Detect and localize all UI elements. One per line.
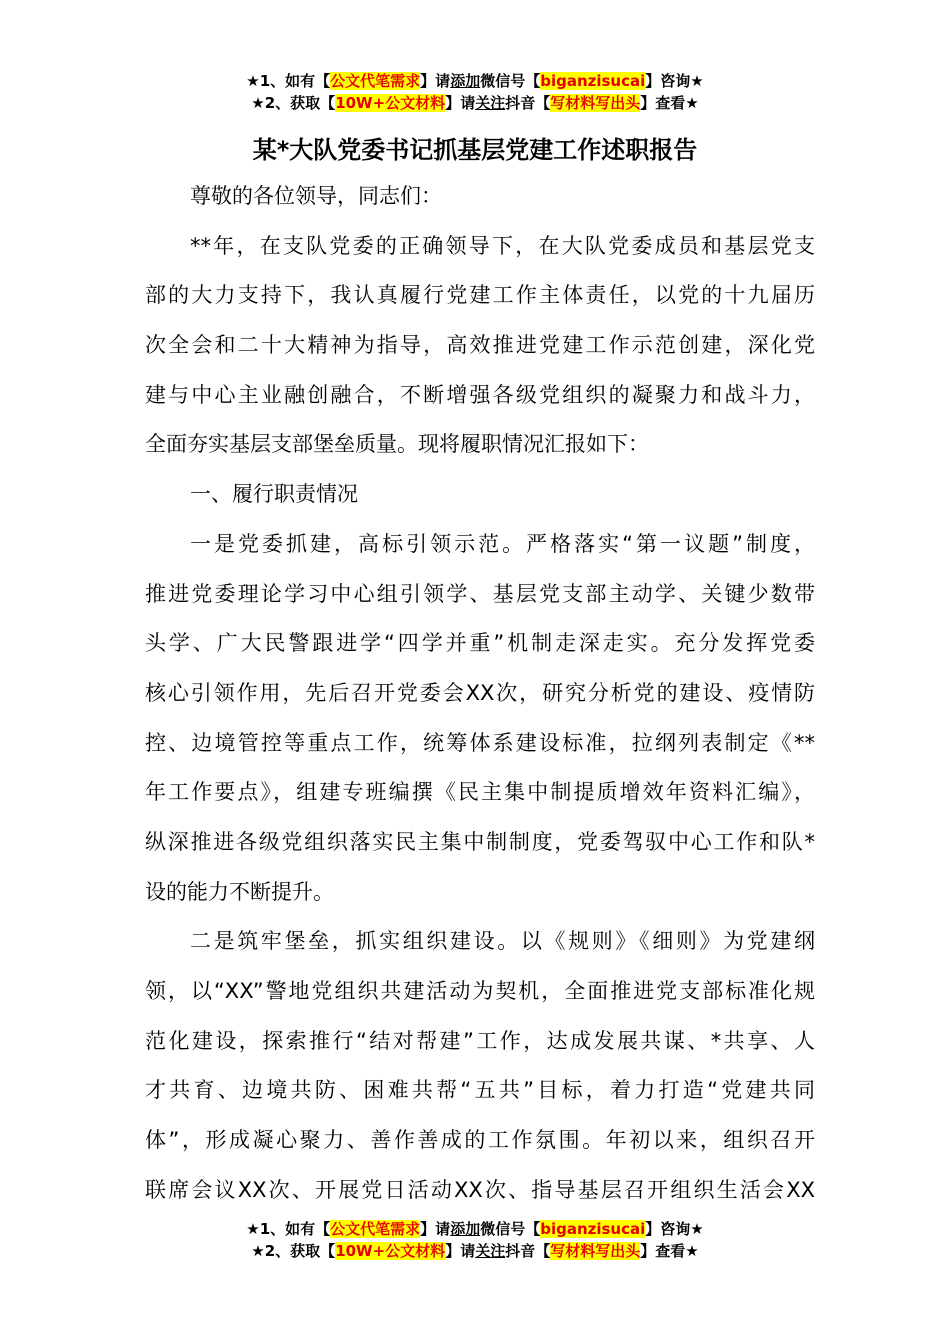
promo-highlight: biganzisucai <box>540 1220 646 1238</box>
text-line: 部的大力支持下，我认真履行党建工作主体责任，以党的十九届历 <box>145 283 815 308</box>
promo-line-2 <box>0 92 950 114</box>
promo-highlight: 写材料写出头 <box>550 94 641 112</box>
text-line: 二是筑牢堡垒，抓实组织建设。以《规则》《细则》为党建纲 <box>190 929 815 954</box>
promo-text: 】请 <box>420 72 451 90</box>
promo-text: 】查看★ <box>640 94 699 112</box>
text-line: 推进党委理论学习中心组引领学、基层党支部主动学、关键少数带 <box>145 581 815 606</box>
text-line: 范化建设，探索推行“结对帮建”工作，达成发展共谋、*共享、人 <box>145 1028 815 1053</box>
section-heading: 一、履行职责情况 <box>190 482 358 507</box>
promo-text: ★2、获取【 <box>251 94 336 112</box>
promo-line-1 <box>0 1218 950 1240</box>
promo-underline: 添加 <box>450 72 481 90</box>
promo-underline: 关注 <box>475 1242 506 1260</box>
promo-line-2 <box>0 1240 950 1262</box>
document-title: 某*大队党委书记抓基层党建工作述职报告 <box>252 136 698 164</box>
text-line: 联席会议XX次、开展党日活动XX次、指导基层召开组织生活会XX <box>145 1177 815 1202</box>
promo-text: 】咨询★ <box>645 72 704 90</box>
text-line: 领，以“XX”警地党组织共建活动为契机，全面推进党支部标准化规 <box>145 979 815 1003</box>
text-line: 控、边境管控等重点工作，统筹体系建设标准，拉纲列表制定《** <box>145 730 815 755</box>
text-line: 才共育、边境共防、困难共帮“五共”目标，着力打造“党建共同 <box>145 1078 815 1103</box>
promo-text: ★1、如有【 <box>246 1220 331 1238</box>
promo-highlight: 公文代笔需求 <box>330 1220 421 1238</box>
document-body <box>145 172 815 1215</box>
text-line: **年，在支队党委的正确领导下，在大队党委成员和基层党支 <box>190 233 815 258</box>
text-line: 一是党委抓建，高标引领示范。严格落实“第一议题”制度， <box>190 531 815 556</box>
promo-highlight: biganzisucai <box>540 72 646 90</box>
promo-text: 抖音【 <box>505 94 551 112</box>
text-line: 年工作要点》，组建专班编撰《民主集中制提质增效年资料汇编》， <box>145 780 815 805</box>
text-line: 体”，形成凝心聚力、善作善成的工作氛围。年初以来，组织召开 <box>145 1128 815 1153</box>
text-line: 核心引领作用，先后召开党委会XX次，研究分析党的建设、疫情防 <box>145 680 815 705</box>
promo-underline: 添加 <box>450 1220 481 1238</box>
text-line: 建与中心主业融创融合，不断增强各级党组织的凝聚力和战斗力， <box>145 382 815 407</box>
text-line: 全面夯实基层支部堡垒质量。现将履职情况汇报如下： <box>145 432 649 457</box>
promo-text: ★1、如有【 <box>246 72 331 90</box>
text-line: 设的能力不断提升。 <box>145 879 334 904</box>
promo-banner-top <box>0 70 950 114</box>
promo-text: 抖音【 <box>505 1242 551 1260</box>
promo-text: 】请 <box>445 94 476 112</box>
promo-banner-bottom <box>0 1218 950 1262</box>
promo-text: 微信号【 <box>480 72 541 90</box>
promo-text: 】查看★ <box>640 1242 699 1260</box>
promo-text: 】请 <box>420 1220 451 1238</box>
text-line: 次全会和二十大精神为指导，高效推进党建工作示范创建，深化党 <box>145 333 815 358</box>
promo-highlight: 10W+公文材料 <box>335 94 446 112</box>
promo-text: 微信号【 <box>480 1220 541 1238</box>
text-line: 纵深推进各级党组织落实民主集中制制度，党委驾驭中心工作和队* <box>145 829 815 854</box>
text-line: 头学、广大民警跟进学“四学并重”机制走深走实。充分发挥党委 <box>145 631 815 656</box>
salutation: 尊敬的各位领导，同志们： <box>190 184 442 208</box>
promo-line-1 <box>0 70 950 92</box>
promo-highlight: 10W+公文材料 <box>335 1242 446 1260</box>
promo-text: 】请 <box>445 1242 476 1260</box>
promo-text: 】咨询★ <box>645 1220 704 1238</box>
promo-text: ★2、获取【 <box>251 1242 336 1260</box>
promo-highlight: 公文代笔需求 <box>330 72 421 90</box>
promo-highlight: 写材料写出头 <box>550 1242 641 1260</box>
promo-underline: 关注 <box>475 94 506 112</box>
